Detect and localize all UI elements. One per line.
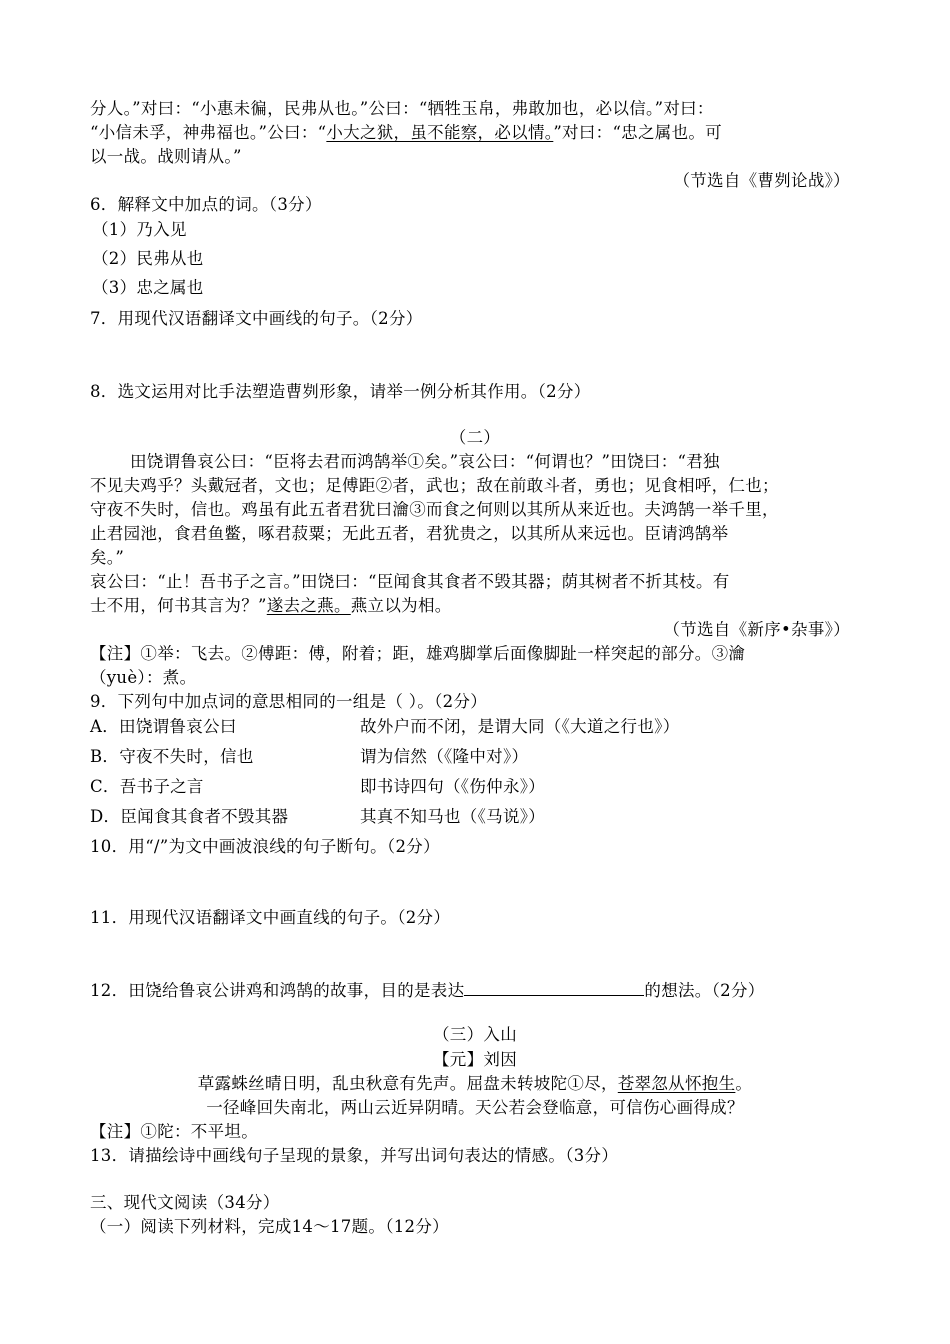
q11-stem: 11．用现代汉语翻译文中画直线的句子。（2分） <box>90 908 451 927</box>
q9-option-c <box>90 776 546 798</box>
underlined-sentence: 苍翠忽从怀抱生 <box>617 1074 736 1093</box>
passage1-line2 <box>90 122 722 144</box>
q9-option-a <box>90 716 680 738</box>
q9-option-d <box>90 806 546 828</box>
q8-stem: 8．选文运用对比手法塑造曹刿形象，请举一例分析其作用。（2分） <box>90 382 591 401</box>
passage2-line4: 止君园池，食君鱼鳖，啄君菽粟；无此五者，君犹贵之，以其所从来远也。臣请鸿鹄举 <box>90 524 729 543</box>
passage2-heading: （二） <box>449 428 501 447</box>
poem-line2: 一径峰回失南北，两山云近异阴晴。天公若会登临意，可信伤心画得成？ <box>206 1098 744 1117</box>
answer-blank[interactable] <box>464 979 644 996</box>
text-span: 12．田饶给鲁哀公讲鸡和鸿鹄的故事，目的是表达 <box>90 981 465 1000</box>
passage2-note-line2: （yuè）：煮。 <box>90 668 197 687</box>
passage1-source: （节选自《曹刿论战》） <box>673 171 850 190</box>
option-right: 其真不知马也（《马说》） <box>360 807 546 826</box>
text-span: 士不用，何书其言为？” <box>90 596 267 615</box>
q9-option-b <box>90 746 529 768</box>
option-left: C．吾书子之言 <box>90 777 204 796</box>
text-span: 的想法。（2分） <box>644 981 765 1000</box>
option-left: A．田饶谓鲁哀公曰 <box>90 717 237 736</box>
text-span: ”对曰：“忠之属也。可 <box>553 123 722 142</box>
passage2-line1: 田饶谓鲁哀公曰：“臣将去君而鸿鹄举①矣。”哀公曰：“何谓也？”田饶曰：“君独 <box>130 452 720 471</box>
passage2-line6: 哀公曰：“止！吾书子之言。”田饶曰：“臣闻食其食者不毁其器；荫其树者不折其枝。有 <box>90 572 730 591</box>
option-left: D．臣闻食其食者不毁其器 <box>90 807 289 826</box>
passage2-line7 <box>90 595 452 617</box>
option-right: 即书诗四句（《伤仲永》） <box>360 777 546 796</box>
q9-stem: 9．下列句中加点词的意思相同的一组是（ ）。（2分） <box>90 692 488 711</box>
passage2-source: （节选自《新序•杂事》） <box>663 620 850 639</box>
section3-title: 三、现代文阅读（34分） <box>90 1193 280 1212</box>
q12-stem <box>90 979 765 1002</box>
passage2-line5: 矣。” <box>90 548 125 567</box>
text-span: 燕立以为相。 <box>350 596 452 615</box>
q13-stem: 13．请描绘诗中画线句子呈现的景象，并写出词句表达的情感。（3分） <box>90 1146 619 1165</box>
passage2-line3: 守夜不失时，信也。鸡虽有此五者君犹曰瀹③而食之何则以其所从来近也。夫鸿鹄一举千里， <box>90 500 779 519</box>
underlined-sentence: 小大之狱，虽不能察，必以情。 <box>326 123 554 142</box>
q7-stem: 7．用现代汉语翻译文中画线的句子。（2分） <box>90 309 423 328</box>
q6-item-2: （2）民弗从也 <box>92 249 204 268</box>
section3-subtitle: （一）阅读下列材料，完成14～17题。（12分） <box>90 1217 449 1236</box>
option-right: 谓为信然（《隆中对》） <box>360 747 529 766</box>
poem-note: 【注】①陀：不平坦。 <box>90 1122 258 1141</box>
passage2-note-line1: 【注】①举：飞去。②傅距：傅，附着；距，雄鸡脚掌后面像脚趾一样突起的部分。③瀹 <box>90 644 746 663</box>
option-left: B．守夜不失时，信也 <box>90 747 254 766</box>
passage2-line2: 不见夫鸡乎？头戴冠者，文也；足傅距②者，武也；敌在前敢斗者，勇也；见食相呼，仁也； <box>90 476 779 495</box>
text-span: “小信未孚，神弗福也。”公曰：“ <box>90 123 327 142</box>
passage1-line1: 分人。”对曰：“小惠未徧，民弗从也。”公曰：“牺牲玉帛，弗敢加也，必以信。”对曰： <box>90 99 714 118</box>
poem-title: （三）入山 <box>433 1025 517 1044</box>
passage1-line3: 以一战。战则请从。” <box>90 147 242 166</box>
q10-stem: 10．用“/”为文中画波浪线的句子断句。（2分） <box>90 837 440 856</box>
text-span: 。 <box>735 1074 753 1093</box>
underlined-sentence: 遂去之燕。 <box>266 596 351 615</box>
text-span: 草露蛛丝晴日明，乱虫秋意有先声。屈盘未转坡陀①尽， <box>197 1074 618 1093</box>
q6-stem: 6．解释文中加点的词。（3分） <box>90 195 322 214</box>
q6-item-3: （3）忠之属也 <box>92 278 204 297</box>
q6-item-1: （1）乃入见 <box>92 220 187 239</box>
poem-author: 【元】刘因 <box>433 1050 517 1069</box>
poem-line1 <box>0 1073 950 1095</box>
option-right: 故外户而不闭，是谓大同（《大道之行也》） <box>360 717 680 736</box>
